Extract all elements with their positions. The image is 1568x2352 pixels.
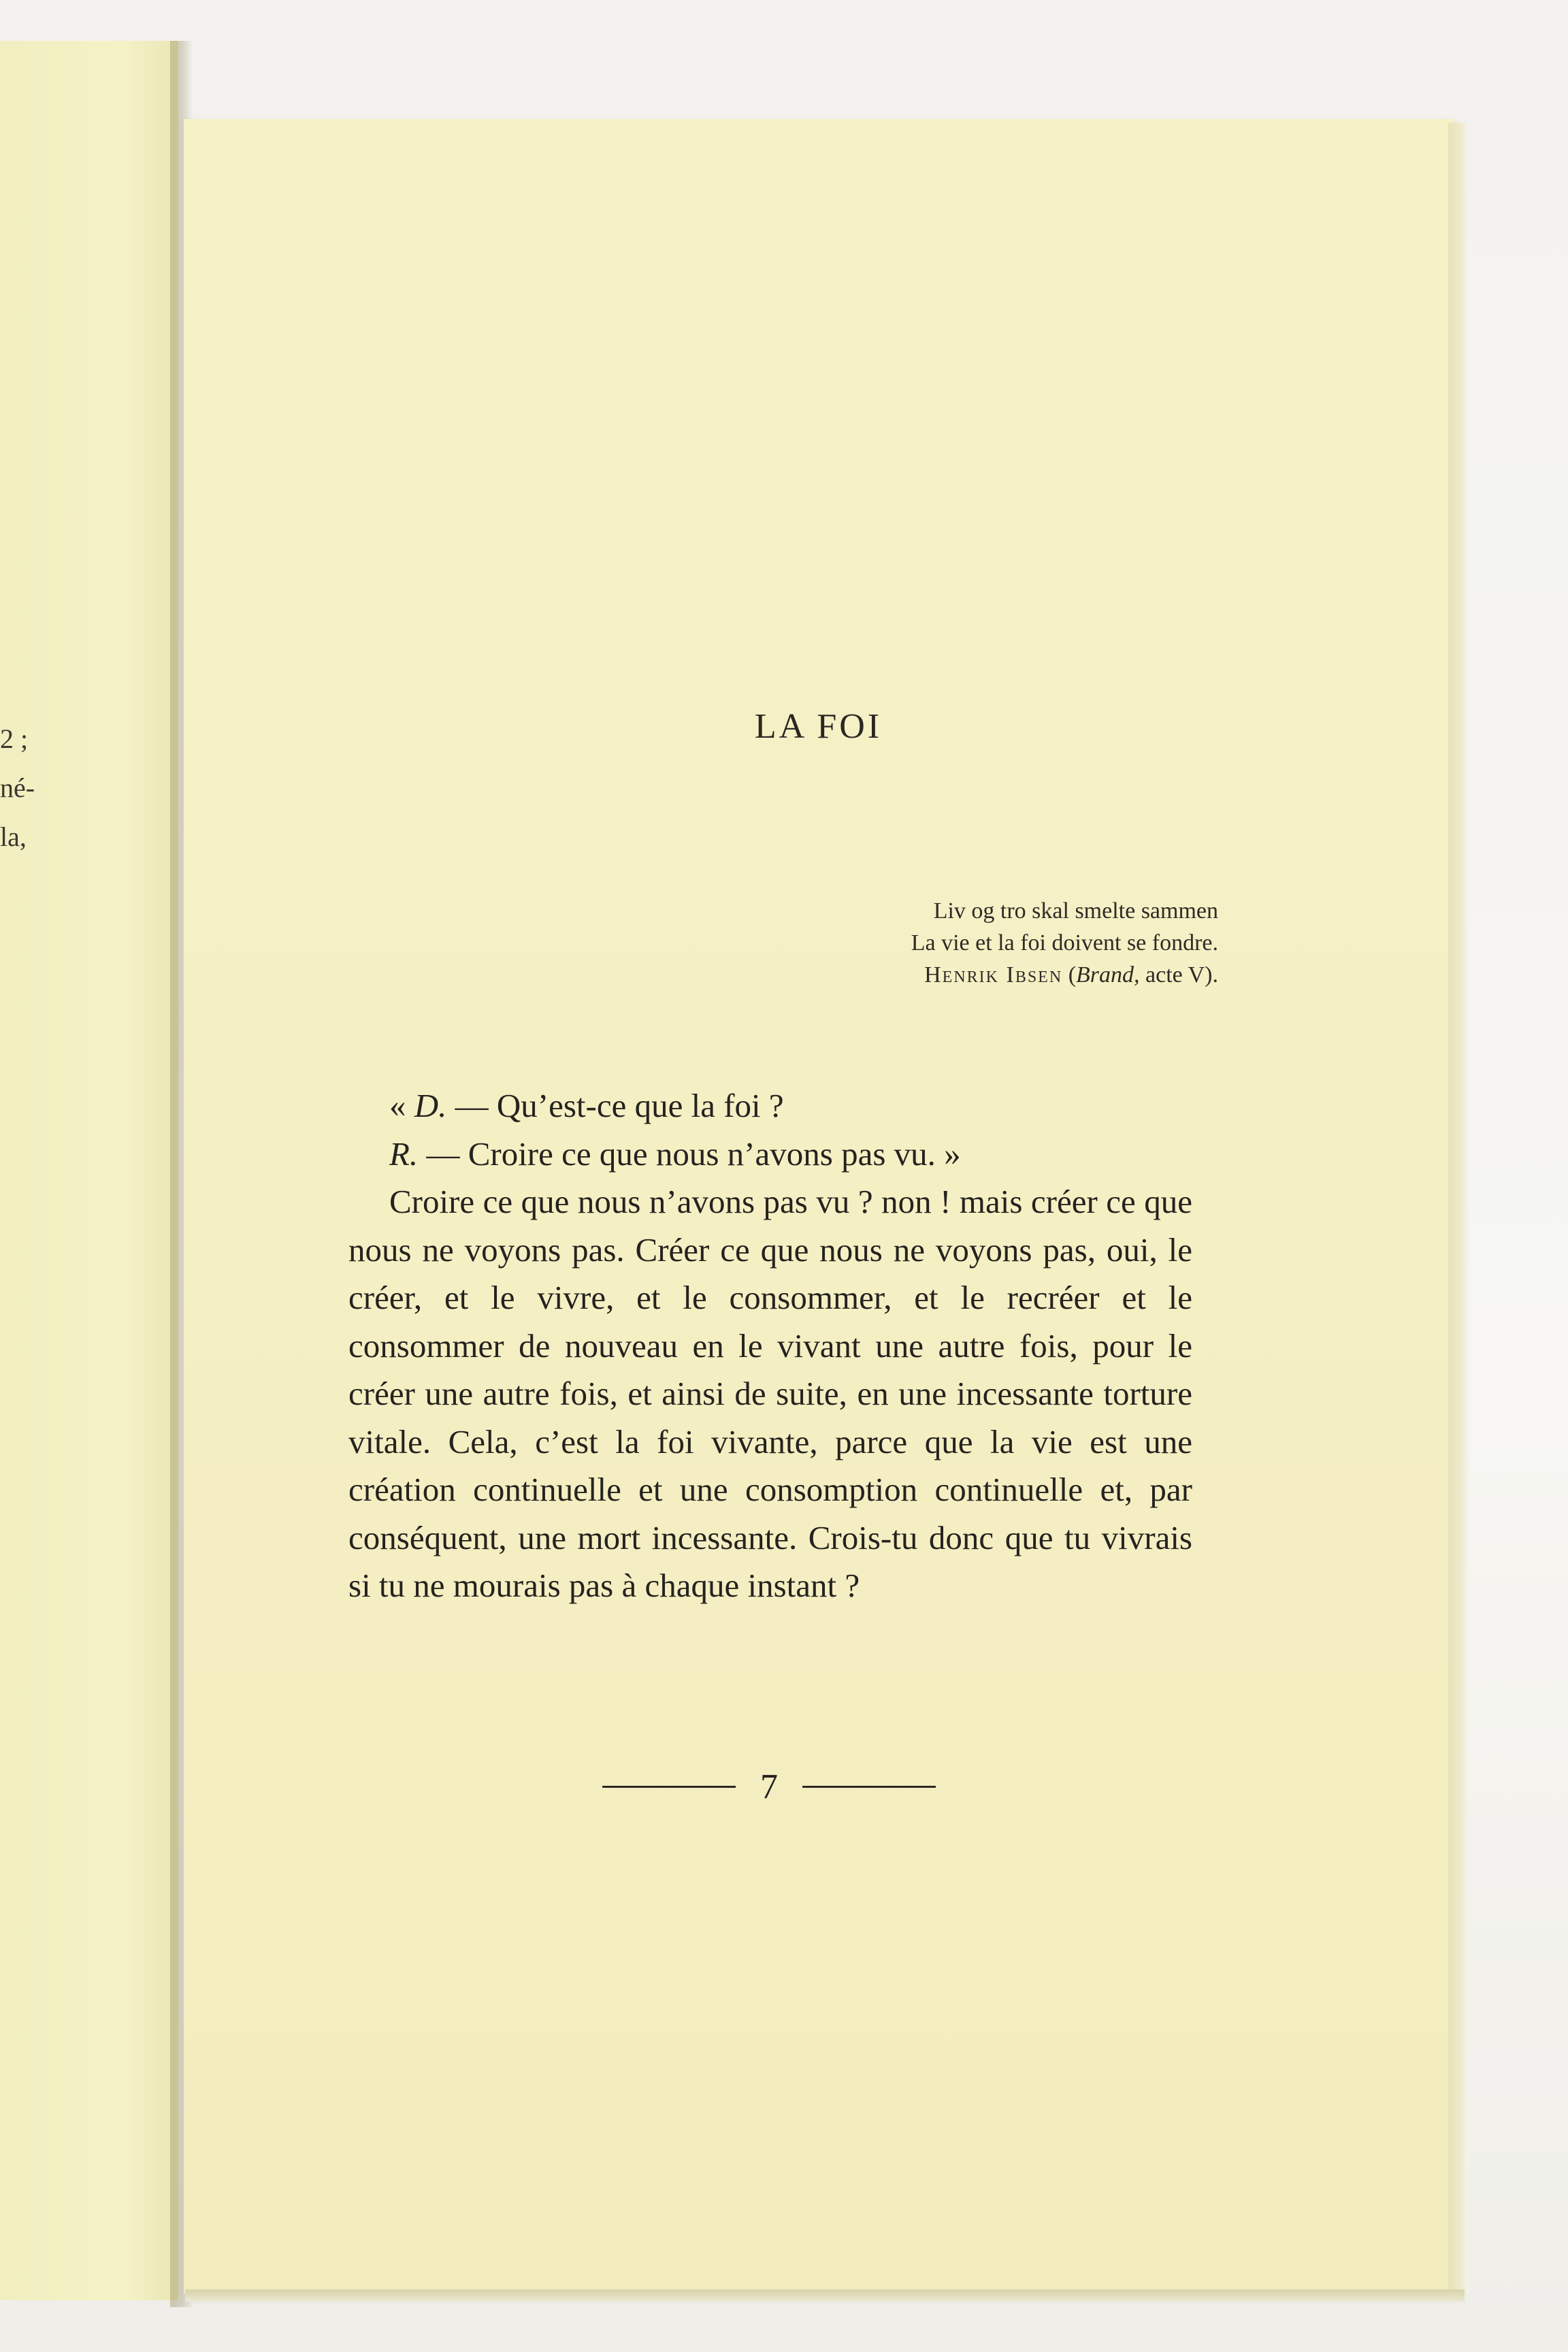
question-text: — Qu’est-ce que la foi ? [446,1087,784,1124]
epigraph [742,895,1218,991]
left-fragment: né- [0,772,35,803]
question-label: D. [414,1087,447,1124]
left-fragment: la, [0,821,27,852]
folio-rule-left [602,1786,736,1788]
epigraph-work: Brand, [1076,962,1140,987]
page-edge-right [1448,122,1469,2293]
quote-open: « [389,1087,414,1124]
paragraph: Croire ce que nous n’avons pas vu ? non ! mais créer ce que nous ne voyons pas. Créer ce que nous ne voyons pas, oui, le créer, et le vivre, et le consommer, et le recréer et le consommer de nouveau en le vivant une autre fois, pour le créer une autre fois, et ainsi de suite, en une incessante torture vitale. Cela, c’est la foi vivante, parce que la vie est une création continuelle et une consomption continuelle et, par conséquent, une mort incessante. Crois-tu donc que tu vivrais si tu ne mourais pas à chaque instant ? [348,1183,1192,1604]
folio-rule-right [802,1786,936,1788]
left-page-text-fragments [0,715,54,862]
epigraph-line: Liv og tro skal smelte sammen [933,898,1218,924]
answer-label: R. [389,1134,419,1173]
body-text [348,1082,1192,1610]
left-page [0,41,178,2300]
page-edge-bottom [185,2289,1465,2302]
left-fragment: 2 ; [0,723,29,754]
dialogue-answer [348,1130,1192,1179]
epigraph-author: Henrik Ibsen [924,962,1063,987]
epigraph-attribution [742,959,1218,991]
epigraph-paren: ( [1062,962,1077,987]
page-number-footer [592,1763,946,1810]
epigraph-act: acte V). [1139,962,1218,987]
answer-text: — Croire ce que nous n’avons pas vu. » [418,1134,961,1173]
dialogue-question [348,1082,1192,1130]
page-number: 7 [760,1767,778,1806]
chapter-title: LA FOI [754,707,883,746]
epigraph-line: La vie et la foi doivent se fondre. [911,930,1218,956]
